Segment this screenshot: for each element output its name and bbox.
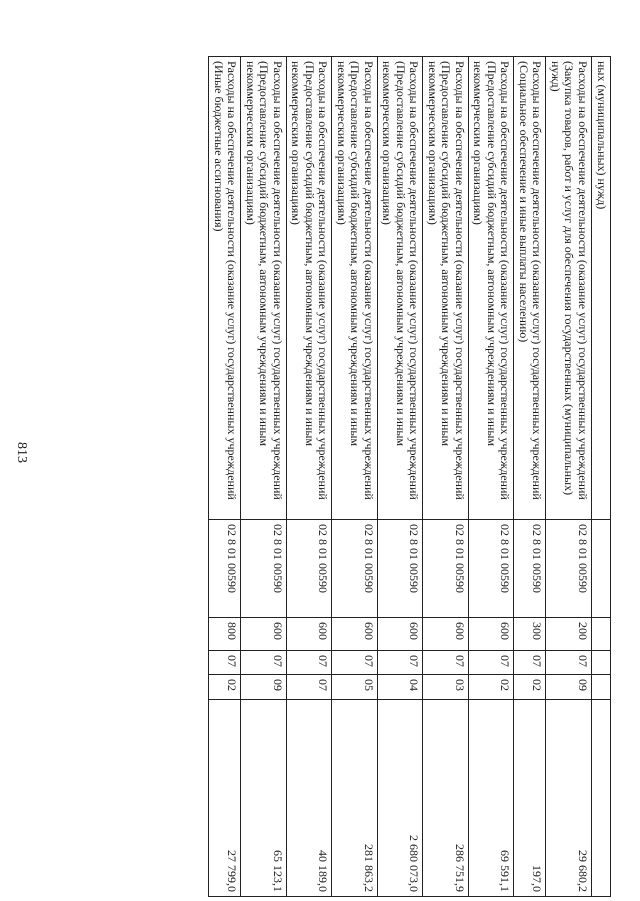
table-row	[514, 57, 546, 897]
row-code-cell: 02 8 01 00590	[423, 520, 469, 618]
page-number: 813	[14, 442, 29, 463]
row-pr-cell: 02	[209, 675, 241, 700]
row-vr-cell: 600	[287, 618, 333, 651]
row-sum-cell: 197,0	[514, 700, 546, 897]
row-rz-cell: 07	[332, 651, 378, 675]
row-code-cell: 02 8 01 00590	[514, 520, 546, 618]
row-name-cell: Расходы на обеспечение деятельности (оказание услуг) государственных учреждений (Иные бюджетные ассигнования)	[209, 57, 241, 520]
row-rz-cell: 07	[423, 651, 469, 675]
row-sum-cell: 65 123,1	[241, 700, 287, 897]
row-code-cell: 02 8 01 00590	[332, 520, 378, 618]
row-name-cell: Расходы на обеспечение деятельности (оказание услуг) государственных учреждений (Предоставление субсидий бюджетным, автономным учреждениям и иным некоммерческим организациям)	[423, 57, 469, 520]
row-sum-cell: 281 863,2	[332, 700, 378, 897]
row-vr-cell: 600	[469, 618, 515, 651]
row-rz-cell: 07	[469, 651, 515, 675]
row-pr-cell: 04	[378, 675, 424, 700]
row-code-cell: 02 8 01 00590	[546, 520, 592, 618]
table-row	[546, 57, 592, 897]
row-sum-cell: 69 591,1	[469, 700, 515, 897]
row-vr-cell: 800	[209, 618, 241, 651]
table-row	[592, 57, 611, 897]
row-name-cell: Расходы на обеспечение деятельности (оказание услуг) государственных учреждений (Социальное обеспечение и иные выплаты населению)	[514, 57, 546, 520]
row-sum-cell: 2 680 073,0	[378, 700, 424, 897]
table-row	[332, 57, 378, 897]
row-pr-cell: 09	[241, 675, 287, 700]
row-code-cell: 02 8 01 00590	[209, 520, 241, 618]
table-row	[287, 57, 333, 897]
table-row	[469, 57, 515, 897]
row-code-cell: 02 8 01 00590	[378, 520, 424, 618]
table-row	[241, 57, 287, 897]
row-name-cell: ных (муниципальных) нужд)	[592, 57, 611, 520]
row-sum-cell	[592, 700, 611, 897]
row-rz-cell	[592, 651, 611, 675]
row-pr-cell: 05	[332, 675, 378, 700]
row-rz-cell: 07	[287, 651, 333, 675]
row-rz-cell: 07	[241, 651, 287, 675]
row-vr-cell: 600	[332, 618, 378, 651]
row-rz-cell: 07	[546, 651, 592, 675]
row-sum-cell: 27 799,0	[209, 700, 241, 897]
row-vr-cell: 600	[378, 618, 424, 651]
row-vr-cell: 600	[241, 618, 287, 651]
row-pr-cell: 02	[469, 675, 515, 700]
row-vr-cell: 200	[546, 618, 592, 651]
row-name-cell: Расходы на обеспечение деятельности (оказание услуг) государственных учреждений (Закупка товаров, работ и услуг для обеспечения государственных (муниципальных) нужд)	[546, 57, 592, 520]
row-pr-cell: 03	[423, 675, 469, 700]
row-name-cell: Расходы на обеспечение деятельности (оказание услуг) государственных учреждений (Предоставление субсидий бюджетным, автономным учреждениям и иным некоммерческим организациям)	[378, 57, 424, 520]
row-name-cell: Расходы на обеспечение деятельности (оказание услуг) государственных учреждений (Предоставление субсидий бюджетным, автономным учреждениям и иным некоммерческим организациям)	[332, 57, 378, 520]
row-code-cell: 02 8 01 00590	[469, 520, 515, 618]
row-code-cell: 02 8 01 00590	[287, 520, 333, 618]
row-name-cell: Расходы на обеспечение деятельности (оказание услуг) государственных учреждений (Предоставление субсидий бюджетным, автономным учреждениям и иным некоммерческим организациям)	[287, 57, 333, 520]
row-vr-cell: 600	[423, 618, 469, 651]
budget-table	[209, 56, 612, 897]
row-sum-cell: 286 751,9	[423, 700, 469, 897]
row-name-cell: Расходы на обеспечение деятельности (оказание услуг) государственных учреждений (Предоставление субсидий бюджетным, автономным учреждениям и иным некоммерческим организациям)	[241, 57, 287, 520]
row-name-cell: Расходы на обеспечение деятельности (оказание услуг) государственных учреждений (Предоставление субсидий бюджетным, автономным учреждениям и иным некоммерческим организациям)	[469, 57, 515, 520]
row-pr-cell	[592, 675, 611, 700]
row-rz-cell: 07	[514, 651, 546, 675]
row-code-cell: 02 8 01 00590	[241, 520, 287, 618]
row-pr-cell: 02	[514, 675, 546, 700]
rotated-page-content	[111, 56, 611, 896]
row-pr-cell: 09	[546, 675, 592, 700]
row-vr-cell	[592, 618, 611, 651]
row-rz-cell: 07	[209, 651, 241, 675]
row-sum-cell: 40 189,0	[287, 700, 333, 897]
table-row	[423, 57, 469, 897]
row-sum-cell: 29 680,2	[546, 700, 592, 897]
row-rz-cell: 07	[378, 651, 424, 675]
table-row	[209, 57, 241, 897]
row-vr-cell: 300	[514, 618, 546, 651]
row-pr-cell: 07	[287, 675, 333, 700]
row-code-cell	[592, 520, 611, 618]
table-row	[378, 57, 424, 897]
